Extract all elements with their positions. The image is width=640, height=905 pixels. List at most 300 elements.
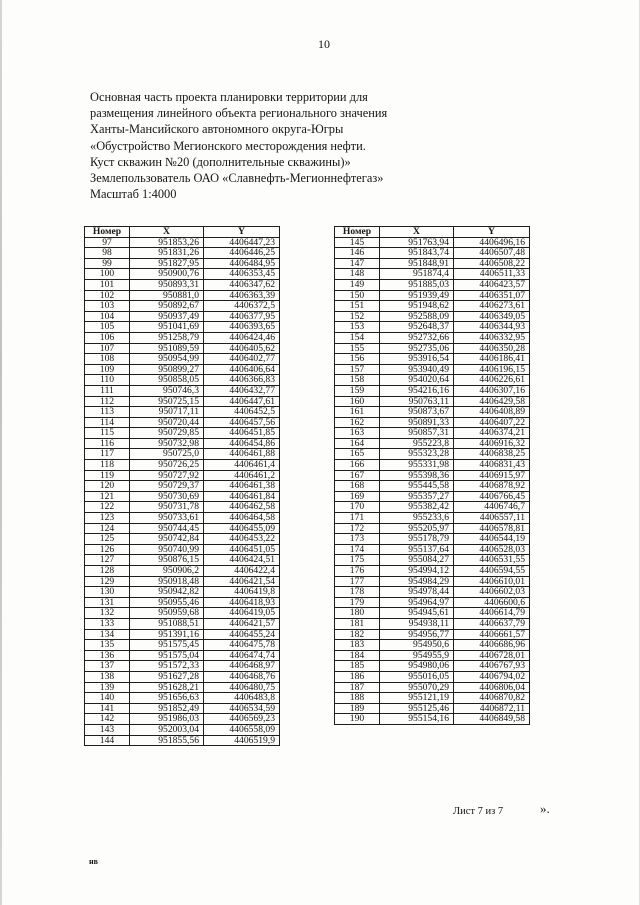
- table-row: [85, 343, 280, 354]
- x-coordinate-cell: 950892,67: [130, 301, 204, 312]
- y-coordinate-cell: 4406454,86: [204, 438, 280, 449]
- x-coordinate-cell: 950891,33: [380, 417, 454, 428]
- y-coordinate-cell: 4406347,62: [204, 279, 280, 290]
- table-header-row: [85, 227, 280, 238]
- table-row: [85, 513, 280, 524]
- y-coordinate-cell: 4406461,88: [204, 449, 280, 460]
- x-coordinate-cell: 955121,19: [380, 693, 454, 704]
- x-coordinate-cell: 951885,03: [380, 279, 454, 290]
- x-coordinate-cell: 951088,51: [130, 618, 204, 629]
- table-row: [335, 618, 530, 629]
- table-row: [85, 322, 280, 333]
- y-coordinate-cell: 4406511,33: [454, 269, 530, 280]
- y-coordinate-cell: 4406544,19: [454, 534, 530, 545]
- table-row: [85, 438, 280, 449]
- x-coordinate-cell: 951627,28: [130, 671, 204, 682]
- x-coordinate-cell: 952003,04: [130, 724, 204, 735]
- table-row: [335, 544, 530, 555]
- x-coordinate-cell: 950858,05: [130, 375, 204, 386]
- y-coordinate-cell: 4406457,56: [204, 417, 280, 428]
- y-coordinate-cell: 4406196,15: [454, 364, 530, 375]
- x-coordinate-cell: 955154,16: [380, 714, 454, 725]
- table-row: [335, 703, 530, 714]
- table-row: [85, 714, 280, 725]
- table-row: [85, 279, 280, 290]
- header-x: X: [130, 227, 204, 238]
- point-number-cell: 110: [85, 375, 130, 386]
- y-coordinate-cell: 4406344,93: [454, 322, 530, 333]
- x-coordinate-cell: 955445,58: [380, 481, 454, 492]
- x-coordinate-cell: 951852,49: [130, 703, 204, 714]
- x-coordinate-cell: 951853,26: [130, 237, 204, 248]
- table-row: [335, 279, 530, 290]
- point-number-cell: 177: [335, 576, 380, 587]
- point-number-cell: 176: [335, 566, 380, 577]
- x-coordinate-cell: 950725,15: [130, 396, 204, 407]
- table-row: [85, 396, 280, 407]
- sheet-counter: Лист 7 из 7: [453, 806, 504, 817]
- point-number-cell: 107: [85, 343, 130, 354]
- x-coordinate-cell: 954945,61: [380, 608, 454, 619]
- y-coordinate-cell: 4406418,93: [204, 597, 280, 608]
- point-number-cell: 145: [335, 237, 380, 248]
- point-number-cell: 154: [335, 332, 380, 343]
- point-number-cell: 151: [335, 301, 380, 312]
- x-coordinate-cell: 951572,33: [130, 661, 204, 672]
- author-initials: нв: [89, 857, 98, 866]
- table-row: [85, 724, 280, 735]
- heading-line: «Обустройство Мегионского месторождения нефти.: [90, 138, 366, 153]
- x-coordinate-cell: 954994,12: [380, 566, 454, 577]
- header-number: Номер: [85, 227, 130, 238]
- y-coordinate-cell: 4406408,89: [454, 407, 530, 418]
- y-coordinate-cell: 4406406,64: [204, 364, 280, 375]
- y-coordinate-cell: 4406794,02: [454, 671, 530, 682]
- point-number-cell: 163: [335, 428, 380, 439]
- point-number-cell: 102: [85, 290, 130, 301]
- x-coordinate-cell: 950746,3: [130, 385, 204, 396]
- table-row: [85, 544, 280, 555]
- point-number-cell: 109: [85, 364, 130, 375]
- table-row: [335, 513, 530, 524]
- y-coordinate-cell: 4406461,84: [204, 491, 280, 502]
- table-row: [335, 311, 530, 322]
- y-coordinate-cell: 4406569,23: [204, 714, 280, 725]
- point-number-cell: 106: [85, 332, 130, 343]
- x-coordinate-cell: 950873,67: [380, 407, 454, 418]
- y-coordinate-cell: 4406831,43: [454, 460, 530, 471]
- point-number-cell: 116: [85, 438, 130, 449]
- x-coordinate-cell: 954964,97: [380, 597, 454, 608]
- heading-line: Землепользователь ОАО «Славнефть-Мегионнефтегаз»: [90, 171, 384, 186]
- table-row: [335, 566, 530, 577]
- x-coordinate-cell: 950918,48: [130, 576, 204, 587]
- table-row: [335, 248, 530, 259]
- table-row: [85, 258, 280, 269]
- table-row: [85, 428, 280, 439]
- y-coordinate-cell: 4406637,79: [454, 618, 530, 629]
- point-number-cell: 97: [85, 237, 130, 248]
- y-coordinate-cell: 4406484,95: [204, 258, 280, 269]
- x-coordinate-cell: 950727,92: [130, 470, 204, 481]
- y-coordinate-cell: 4406475,78: [204, 640, 280, 651]
- table-row: [85, 640, 280, 651]
- table-row: [85, 608, 280, 619]
- point-number-cell: 105: [85, 322, 130, 333]
- y-coordinate-cell: 4406806,04: [454, 682, 530, 693]
- point-number-cell: 134: [85, 629, 130, 640]
- y-coordinate-cell: 4406332,95: [454, 332, 530, 343]
- table-row: [335, 322, 530, 333]
- y-coordinate-cell: 4406614,79: [454, 608, 530, 619]
- point-number-cell: 149: [335, 279, 380, 290]
- x-coordinate-cell: 950717,11: [130, 407, 204, 418]
- point-number-cell: 175: [335, 555, 380, 566]
- table-row: [85, 364, 280, 375]
- x-coordinate-cell: 950733,61: [130, 513, 204, 524]
- x-coordinate-cell: 950881,0: [130, 290, 204, 301]
- x-coordinate-cell: 951089,59: [130, 343, 204, 354]
- x-coordinate-cell: 955084,27: [380, 555, 454, 566]
- point-number-cell: 188: [335, 693, 380, 704]
- y-coordinate-cell: 4406421,57: [204, 618, 280, 629]
- table-row: [85, 555, 280, 566]
- point-number-cell: 168: [335, 481, 380, 492]
- x-coordinate-cell: 950729,85: [130, 428, 204, 439]
- y-coordinate-cell: 4406372,5: [204, 301, 280, 312]
- table-row: [85, 682, 280, 693]
- x-coordinate-cell: 951628,21: [130, 682, 204, 693]
- table-row: [85, 566, 280, 577]
- table-row: [335, 428, 530, 439]
- y-coordinate-cell: 4406432,77: [204, 385, 280, 396]
- point-number-cell: 115: [85, 428, 130, 439]
- table-row: [85, 650, 280, 661]
- y-coordinate-cell: 4406424,51: [204, 555, 280, 566]
- y-coordinate-cell: 4406461,4: [204, 460, 280, 471]
- point-number-cell: 100: [85, 269, 130, 280]
- point-number-cell: 166: [335, 460, 380, 471]
- table-row: [335, 460, 530, 471]
- y-coordinate-cell: 4406447,61: [204, 396, 280, 407]
- y-coordinate-cell: 4406402,77: [204, 354, 280, 365]
- y-coordinate-cell: 4406558,09: [204, 724, 280, 735]
- x-coordinate-cell: 950899,27: [130, 364, 204, 375]
- table-row: [85, 417, 280, 428]
- x-coordinate-cell: 950744,45: [130, 523, 204, 534]
- point-number-cell: 156: [335, 354, 380, 365]
- point-number-cell: 152: [335, 311, 380, 322]
- table-row: [85, 290, 280, 301]
- table-row: [85, 269, 280, 280]
- point-number-cell: 160: [335, 396, 380, 407]
- y-coordinate-cell: 4406226,61: [454, 375, 530, 386]
- point-number-cell: 157: [335, 364, 380, 375]
- table-row: [335, 597, 530, 608]
- x-coordinate-cell: 951939,49: [380, 290, 454, 301]
- y-coordinate-cell: 4406307,16: [454, 385, 530, 396]
- heading-line: Основная часть проекта планировки территории для: [90, 90, 368, 104]
- y-coordinate-cell: 4406447,23: [204, 237, 280, 248]
- point-number-cell: 148: [335, 269, 380, 280]
- point-number-cell: 183: [335, 640, 380, 651]
- point-number-cell: 143: [85, 724, 130, 735]
- y-coordinate-cell: 4406452,5: [204, 407, 280, 418]
- y-coordinate-cell: 4406461,2: [204, 470, 280, 481]
- x-coordinate-cell: 950731,78: [130, 502, 204, 513]
- point-number-cell: 128: [85, 566, 130, 577]
- x-coordinate-cell: 950876,15: [130, 555, 204, 566]
- y-coordinate-cell: 4406186,41: [454, 354, 530, 365]
- x-coordinate-cell: 950725,0: [130, 449, 204, 460]
- table-row: [335, 301, 530, 312]
- x-coordinate-cell: 950732,98: [130, 438, 204, 449]
- y-coordinate-cell: 4406746,7: [454, 502, 530, 513]
- point-number-cell: 99: [85, 258, 130, 269]
- point-number-cell: 173: [335, 534, 380, 545]
- x-coordinate-cell: 954020,64: [380, 375, 454, 386]
- table-row: [335, 523, 530, 534]
- y-coordinate-cell: 4406468,97: [204, 661, 280, 672]
- table-row: [85, 502, 280, 513]
- table-row: [335, 438, 530, 449]
- y-coordinate-cell: 4406353,45: [204, 269, 280, 280]
- point-number-cell: 117: [85, 449, 130, 460]
- point-number-cell: 180: [335, 608, 380, 619]
- point-number-cell: 189: [335, 703, 380, 714]
- x-coordinate-cell: 952732,66: [380, 332, 454, 343]
- heading-line: Масштаб 1:4000: [90, 187, 177, 202]
- heading-line: размещения линейного объекта регионального значения: [90, 106, 388, 121]
- table-row: [85, 618, 280, 629]
- y-coordinate-cell: 4406519,9: [204, 735, 280, 746]
- table-row: [335, 587, 530, 598]
- x-coordinate-cell: 953940,49: [380, 364, 454, 375]
- table-row: [85, 576, 280, 587]
- table-row: [85, 375, 280, 386]
- y-coordinate-cell: 4406451,05: [204, 544, 280, 555]
- point-number-cell: 167: [335, 470, 380, 481]
- x-coordinate-cell: 955357,27: [380, 491, 454, 502]
- table-row: [85, 354, 280, 365]
- point-number-cell: 186: [335, 671, 380, 682]
- y-coordinate-cell: 4406349,05: [454, 311, 530, 322]
- table-header-row: [335, 227, 530, 238]
- closing-quote-mark: ».: [540, 801, 550, 816]
- x-coordinate-cell: 951391,16: [130, 629, 204, 640]
- table-row: [85, 449, 280, 460]
- table-row: [335, 576, 530, 587]
- y-coordinate-cell: 4406393,65: [204, 322, 280, 333]
- x-coordinate-cell: 954980,06: [380, 661, 454, 672]
- point-number-cell: 113: [85, 407, 130, 418]
- y-coordinate-cell: 4406455,24: [204, 629, 280, 640]
- y-coordinate-cell: 4406557,11: [454, 513, 530, 524]
- y-coordinate-cell: 4406610,01: [454, 576, 530, 587]
- point-number-cell: 164: [335, 438, 380, 449]
- point-number-cell: 132: [85, 608, 130, 619]
- x-coordinate-cell: 950720,44: [130, 417, 204, 428]
- point-number-cell: 138: [85, 671, 130, 682]
- header-number: Номер: [335, 227, 380, 238]
- x-coordinate-cell: 950742,84: [130, 534, 204, 545]
- table-row: [85, 671, 280, 682]
- point-number-cell: 121: [85, 491, 130, 502]
- table-row: [335, 258, 530, 269]
- y-coordinate-cell: 4406849,58: [454, 714, 530, 725]
- y-coordinate-cell: 4406446,25: [204, 248, 280, 259]
- table-row: [335, 640, 530, 651]
- y-coordinate-cell: 4406407,22: [454, 417, 530, 428]
- table-row: [335, 269, 530, 280]
- header-y: Y: [454, 227, 530, 238]
- table-row: [335, 491, 530, 502]
- x-coordinate-cell: 950900,76: [130, 269, 204, 280]
- y-coordinate-cell: 4406767,93: [454, 661, 530, 672]
- x-coordinate-cell: 951948,62: [380, 301, 454, 312]
- point-number-cell: 130: [85, 587, 130, 598]
- point-number-cell: 139: [85, 682, 130, 693]
- x-coordinate-cell: 955016,05: [380, 671, 454, 682]
- table-row: [335, 534, 530, 545]
- x-coordinate-cell: 951827,95: [130, 258, 204, 269]
- table-row: [335, 396, 530, 407]
- x-coordinate-cell: 950740,99: [130, 544, 204, 555]
- point-number-cell: 126: [85, 544, 130, 555]
- y-coordinate-cell: 4406578,81: [454, 523, 530, 534]
- y-coordinate-cell: 4406422,4: [204, 566, 280, 577]
- table-row: [85, 407, 280, 418]
- table-row: [85, 248, 280, 259]
- point-number-cell: 150: [335, 290, 380, 301]
- header-y: Y: [204, 227, 280, 238]
- y-coordinate-cell: 4406507,48: [454, 248, 530, 259]
- table-row: [335, 417, 530, 428]
- y-coordinate-cell: 4406350,28: [454, 343, 530, 354]
- table-row: [85, 597, 280, 608]
- table-row: [85, 534, 280, 545]
- point-number-cell: 135: [85, 640, 130, 651]
- x-coordinate-cell: 950857,31: [380, 428, 454, 439]
- point-number-cell: 140: [85, 693, 130, 704]
- y-coordinate-cell: 4406686,96: [454, 640, 530, 651]
- x-coordinate-cell: 950893,31: [130, 279, 204, 290]
- table-row: [335, 661, 530, 672]
- y-coordinate-cell: 4406766,45: [454, 491, 530, 502]
- point-number-cell: 178: [335, 587, 380, 598]
- y-coordinate-cell: 4406419,8: [204, 587, 280, 598]
- table-row: [85, 735, 280, 746]
- table-row: [85, 332, 280, 343]
- table-row: [335, 354, 530, 365]
- table-row: [335, 650, 530, 661]
- table-row: [85, 693, 280, 704]
- table-row: [85, 661, 280, 672]
- point-number-cell: 104: [85, 311, 130, 322]
- x-coordinate-cell: 951848,91: [380, 258, 454, 269]
- table-row: [335, 470, 530, 481]
- y-coordinate-cell: 4406594,55: [454, 566, 530, 577]
- y-coordinate-cell: 4406602,03: [454, 587, 530, 598]
- point-number-cell: 153: [335, 322, 380, 333]
- y-coordinate-cell: 4406462,58: [204, 502, 280, 513]
- table-row: [335, 364, 530, 375]
- table-row: [335, 332, 530, 343]
- y-coordinate-cell: 4406496,16: [454, 237, 530, 248]
- x-coordinate-cell: 950729,37: [130, 481, 204, 492]
- x-coordinate-cell: 955205,97: [380, 523, 454, 534]
- x-coordinate-cell: 955125,46: [380, 703, 454, 714]
- point-number-cell: 158: [335, 375, 380, 386]
- x-coordinate-cell: 950763,11: [380, 396, 454, 407]
- x-coordinate-cell: 952588,09: [380, 311, 454, 322]
- y-coordinate-cell: 4406424,46: [204, 332, 280, 343]
- table-row: [85, 481, 280, 492]
- y-coordinate-cell: 4406728,01: [454, 650, 530, 661]
- point-number-cell: 129: [85, 576, 130, 587]
- table-row: [335, 671, 530, 682]
- y-coordinate-cell: 4406405,62: [204, 343, 280, 354]
- point-number-cell: 124: [85, 523, 130, 534]
- point-number-cell: 125: [85, 534, 130, 545]
- point-number-cell: 122: [85, 502, 130, 513]
- x-coordinate-cell: 950959,68: [130, 608, 204, 619]
- y-coordinate-cell: 4406374,21: [454, 428, 530, 439]
- y-coordinate-cell: 4406531,55: [454, 555, 530, 566]
- x-coordinate-cell: 955331,98: [380, 460, 454, 471]
- x-coordinate-cell: 955398,36: [380, 470, 454, 481]
- point-number-cell: 170: [335, 502, 380, 513]
- x-coordinate-cell: 950942,82: [130, 587, 204, 598]
- table-row: [335, 555, 530, 566]
- point-number-cell: 98: [85, 248, 130, 259]
- x-coordinate-cell: 950730,69: [130, 491, 204, 502]
- x-coordinate-cell: 954984,29: [380, 576, 454, 587]
- point-number-cell: 165: [335, 449, 380, 460]
- table-row: [85, 629, 280, 640]
- point-number-cell: 181: [335, 618, 380, 629]
- point-number-cell: 101: [85, 279, 130, 290]
- point-number-cell: 155: [335, 343, 380, 354]
- x-coordinate-cell: 951656,63: [130, 693, 204, 704]
- y-coordinate-cell: 4406421,54: [204, 576, 280, 587]
- point-number-cell: 118: [85, 460, 130, 471]
- x-coordinate-cell: 952648,37: [380, 322, 454, 333]
- point-number-cell: 103: [85, 301, 130, 312]
- header-x: X: [380, 227, 454, 238]
- point-number-cell: 169: [335, 491, 380, 502]
- table-body-left: [85, 237, 280, 746]
- point-number-cell: 172: [335, 523, 380, 534]
- scan-edge-left: [0, 0, 2, 905]
- x-coordinate-cell: 951575,45: [130, 640, 204, 651]
- coordinates-table-right: [334, 226, 530, 725]
- point-number-cell: 185: [335, 661, 380, 672]
- point-number-cell: 187: [335, 682, 380, 693]
- y-coordinate-cell: 4406351,07: [454, 290, 530, 301]
- x-coordinate-cell: 955382,42: [380, 502, 454, 513]
- table-row: [335, 407, 530, 418]
- point-number-cell: 184: [335, 650, 380, 661]
- x-coordinate-cell: 954216,16: [380, 385, 454, 396]
- x-coordinate-cell: 954955,9: [380, 650, 454, 661]
- y-coordinate-cell: 4406508,22: [454, 258, 530, 269]
- table-row: [85, 703, 280, 714]
- x-coordinate-cell: 951986,03: [130, 714, 204, 725]
- y-coordinate-cell: 4406419,05: [204, 608, 280, 619]
- x-coordinate-cell: 955323,28: [380, 449, 454, 460]
- y-coordinate-cell: 4406451,85: [204, 428, 280, 439]
